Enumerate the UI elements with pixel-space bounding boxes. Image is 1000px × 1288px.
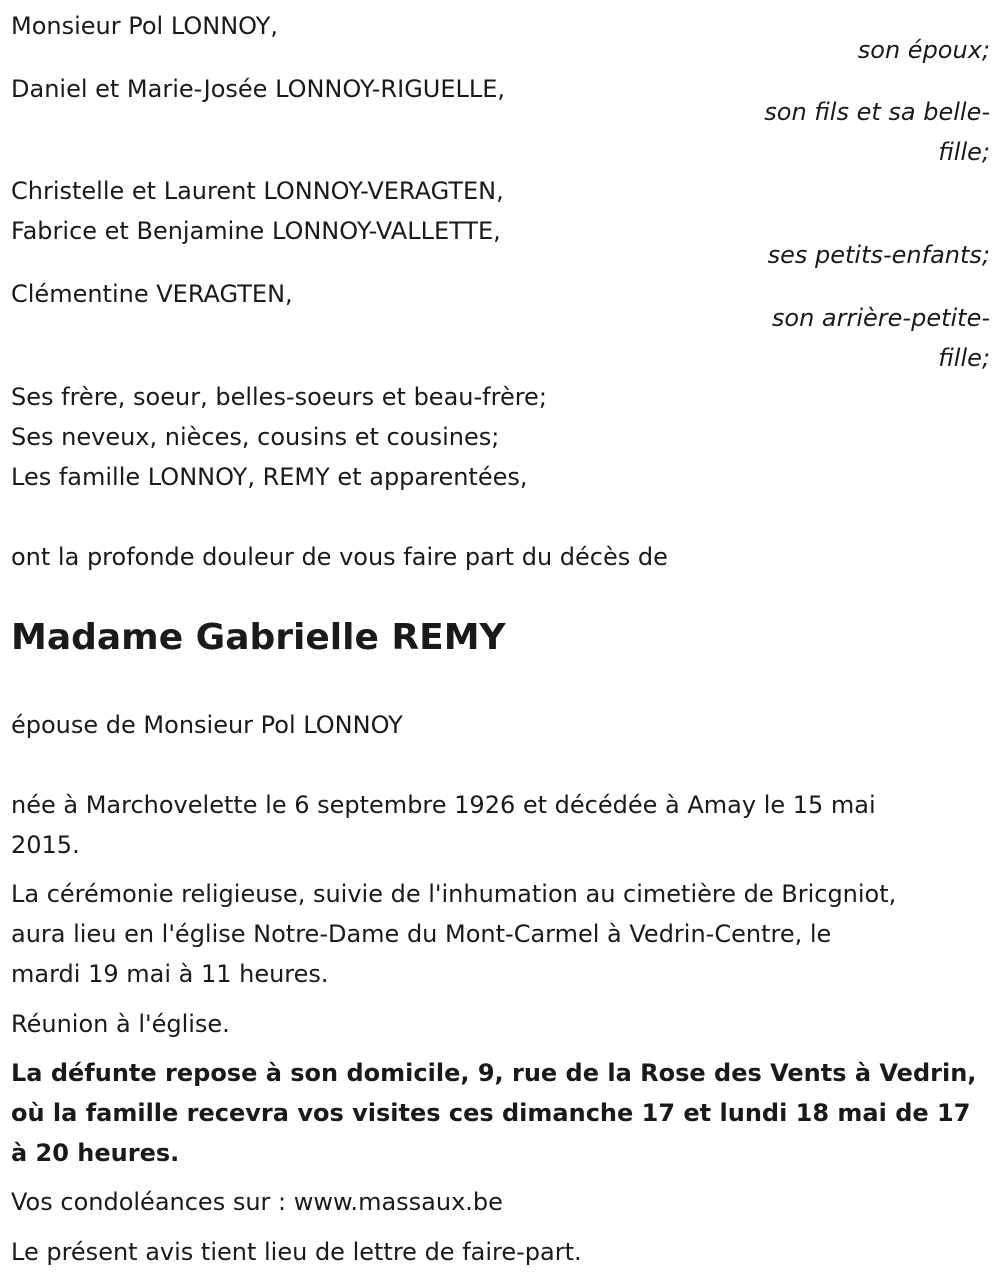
family-relatives-3: Les famille LONNOY, REMY et apparentées, xyxy=(11,463,528,491)
deceased-name: Madame Gabrielle REMY xyxy=(11,617,506,658)
family-husband: Monsieur Pol LONNOY, xyxy=(11,12,279,40)
family-great-grandchild-role-1: son arrière-petite- xyxy=(771,304,990,332)
ceremony-line-1: La cérémonie religieuse, suivie de l'inhumation au cimetière de Bricgniot, xyxy=(11,880,897,908)
family-relatives-2: Ses neveux, nièces, cousins et cousines; xyxy=(11,423,500,451)
birth-death-line-2: 2015. xyxy=(11,831,80,859)
family-grandchild-1: Christelle et Laurent LONNOY-VERAGTEN, xyxy=(11,177,504,205)
family-great-grandchild-role-2: fille; xyxy=(938,344,990,372)
condolences-link[interactable]: Vos condoléances sur : www.massaux.be xyxy=(11,1188,503,1216)
family-grandchildren-role: ses petits-enfants; xyxy=(767,241,990,269)
notice-text: Le présent avis tient lieu de lettre de faire-part. xyxy=(11,1238,582,1266)
family-grandchild-2: Fabrice et Benjamine LONNOY-VALLETTE, xyxy=(11,217,501,245)
visit-line-1: La défunte repose à son domicile, 9, rue de la Rose des Vents à Vedrin, xyxy=(11,1059,977,1087)
family-son-role-1: son fils et sa belle- xyxy=(764,98,990,126)
visit-line-3: à 20 heures. xyxy=(11,1139,180,1167)
birth-death-line-1: née à Marchovelette le 6 septembre 1926 et décédée à Amay le 15 mai xyxy=(11,791,876,819)
family-great-grandchild: Clémentine VERAGTEN, xyxy=(11,280,293,308)
ceremony-line-3: mardi 19 mai à 11 heures. xyxy=(11,960,329,988)
announcement-intro: ont la profonde douleur de vous faire part du décès de xyxy=(11,543,668,571)
ceremony-line-2: aura lieu en l'église Notre-Dame du Mont-Carmel à Vedrin-Centre, le xyxy=(11,920,832,948)
family-son-role-2: fille; xyxy=(938,138,990,166)
spouse-of: épouse de Monsieur Pol LONNOY xyxy=(11,711,403,739)
family-relatives-1: Ses frère, soeur, belles-soeurs et beau-frère; xyxy=(11,383,547,411)
family-son: Daniel et Marie-Josée LONNOY-RIGUELLE, xyxy=(11,75,506,103)
family-husband-role: son époux; xyxy=(857,36,990,64)
visit-line-2: où la famille recevra vos visites ces dimanche 17 et lundi 18 mai de 17 xyxy=(11,1099,971,1127)
meeting-info: Réunion à l'église. xyxy=(11,1010,230,1038)
